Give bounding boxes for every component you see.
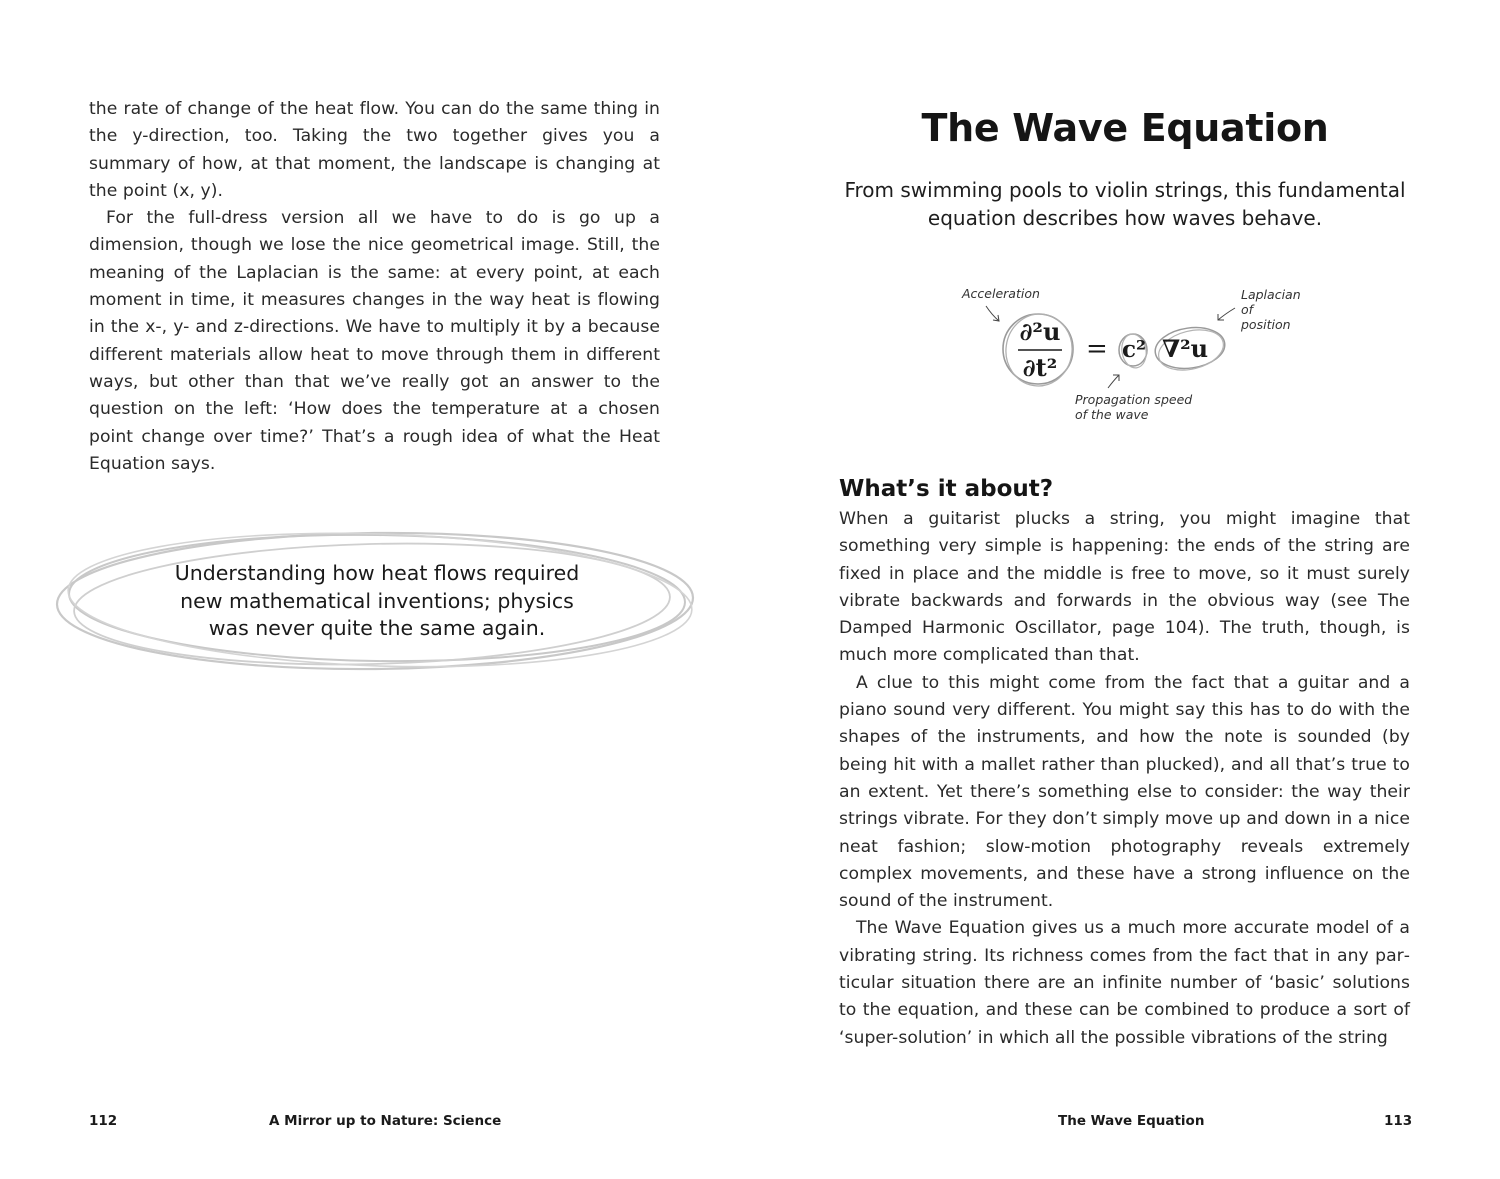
- page-number: 113: [1384, 1113, 1413, 1129]
- wave-equation-diagram: [950, 280, 1301, 430]
- section-heading: What’s it about?: [839, 476, 1054, 502]
- right-page: [750, 0, 1500, 1179]
- laplacian-label-line: Laplacian of: [1241, 287, 1301, 317]
- equation-denominator: ∂t²: [1022, 353, 1058, 382]
- equation-equals: =: [1086, 334, 1108, 364]
- right-body-text: [839, 506, 1410, 1052]
- paragraph: A clue to this might come from the fact that a guitar and a piano sound very different. You might say this has to do with the shapes of the instruments, and how the note is sounded (by being hit with a mallet rather than plucked), and all that’s true to an extent. Yet there’s something else to consider: the way their strings vibrate. For they don’t simply move up and down in a nice neat fashion; slow-motion photography reveals extremely complex movements, and these have a strong influence on the sound of the instrument.: [839, 672, 1410, 912]
- left-body-text: [89, 96, 660, 478]
- speed-label-line: Propagation speed: [1075, 392, 1193, 407]
- laplacian-label-line: position: [1241, 317, 1291, 332]
- equation-speed-term: c²: [1122, 336, 1147, 363]
- paragraph: the rate of change of the heat flow. You can do the same thing in the y-direction, too. Taking the two together gives you a summary of how, at that moment, the landscape is changing at the point (x, y).: [89, 99, 660, 201]
- running-title: The Wave Equation: [1058, 1113, 1205, 1129]
- pull-quote: [52, 528, 698, 674]
- paragraph: For the full-dress version all we have to do is go up a dimension, though we lose the nice geometrical image. Still, the meaning of the Laplacian is the same: at every point, at each moment in time, it measures changes in the way heat is flowing in the x-, y- and z-directions. We have to multiply it by a because different materials allow heat to move through them in different ways, but other than that we’ve really got an answer to the question on the left: ‘How does the temperature at a chosen point change over time?’ That’s a rough idea of what the Heat Equation says.: [89, 208, 660, 474]
- speed-label-line: of the wave: [1075, 407, 1149, 422]
- chapter-title: The Wave Equation: [921, 106, 1329, 150]
- running-title: A Mirror up to Nature: Science: [269, 1113, 502, 1129]
- acceleration-label: Acceleration: [962, 286, 1040, 301]
- chapter-subtitle: From swimming pools to violin strings, this fundamental equation describes how waves behave.: [844, 178, 1406, 230]
- equation-laplacian-term: ∇²u: [1162, 334, 1209, 363]
- page-number: 112: [89, 1113, 118, 1129]
- paragraph: When a guitarist plucks a string, you might imagine that something very simple is happening: the ends of the string are fixed in place and the middle is free to move, so it must surely vibrate backwards and forwards in the obvious way (see The Damped Harmonic Oscillator, page 104). The truth, though, is much more complicated than that.: [839, 509, 1410, 666]
- equation-numerator: ∂²u: [1019, 317, 1061, 346]
- laplacian-label: [1241, 287, 1301, 332]
- propagation-speed-label: [1075, 392, 1192, 422]
- paragraph: The Wave Equation gives us a much more accurate model of a vibrating string. Its richness comes from the fact that in any par ticular situation there are an infinite number of ‘basic’ solutions to the equation, and these can be combined to produce a sort of ‘super-solution’ in which all the possible vibrations of the string: [839, 918, 1410, 1048]
- pull-quote-text: Understanding how heat flows required new mathematical inventions; physics was never quite the same again.: [174, 561, 580, 641]
